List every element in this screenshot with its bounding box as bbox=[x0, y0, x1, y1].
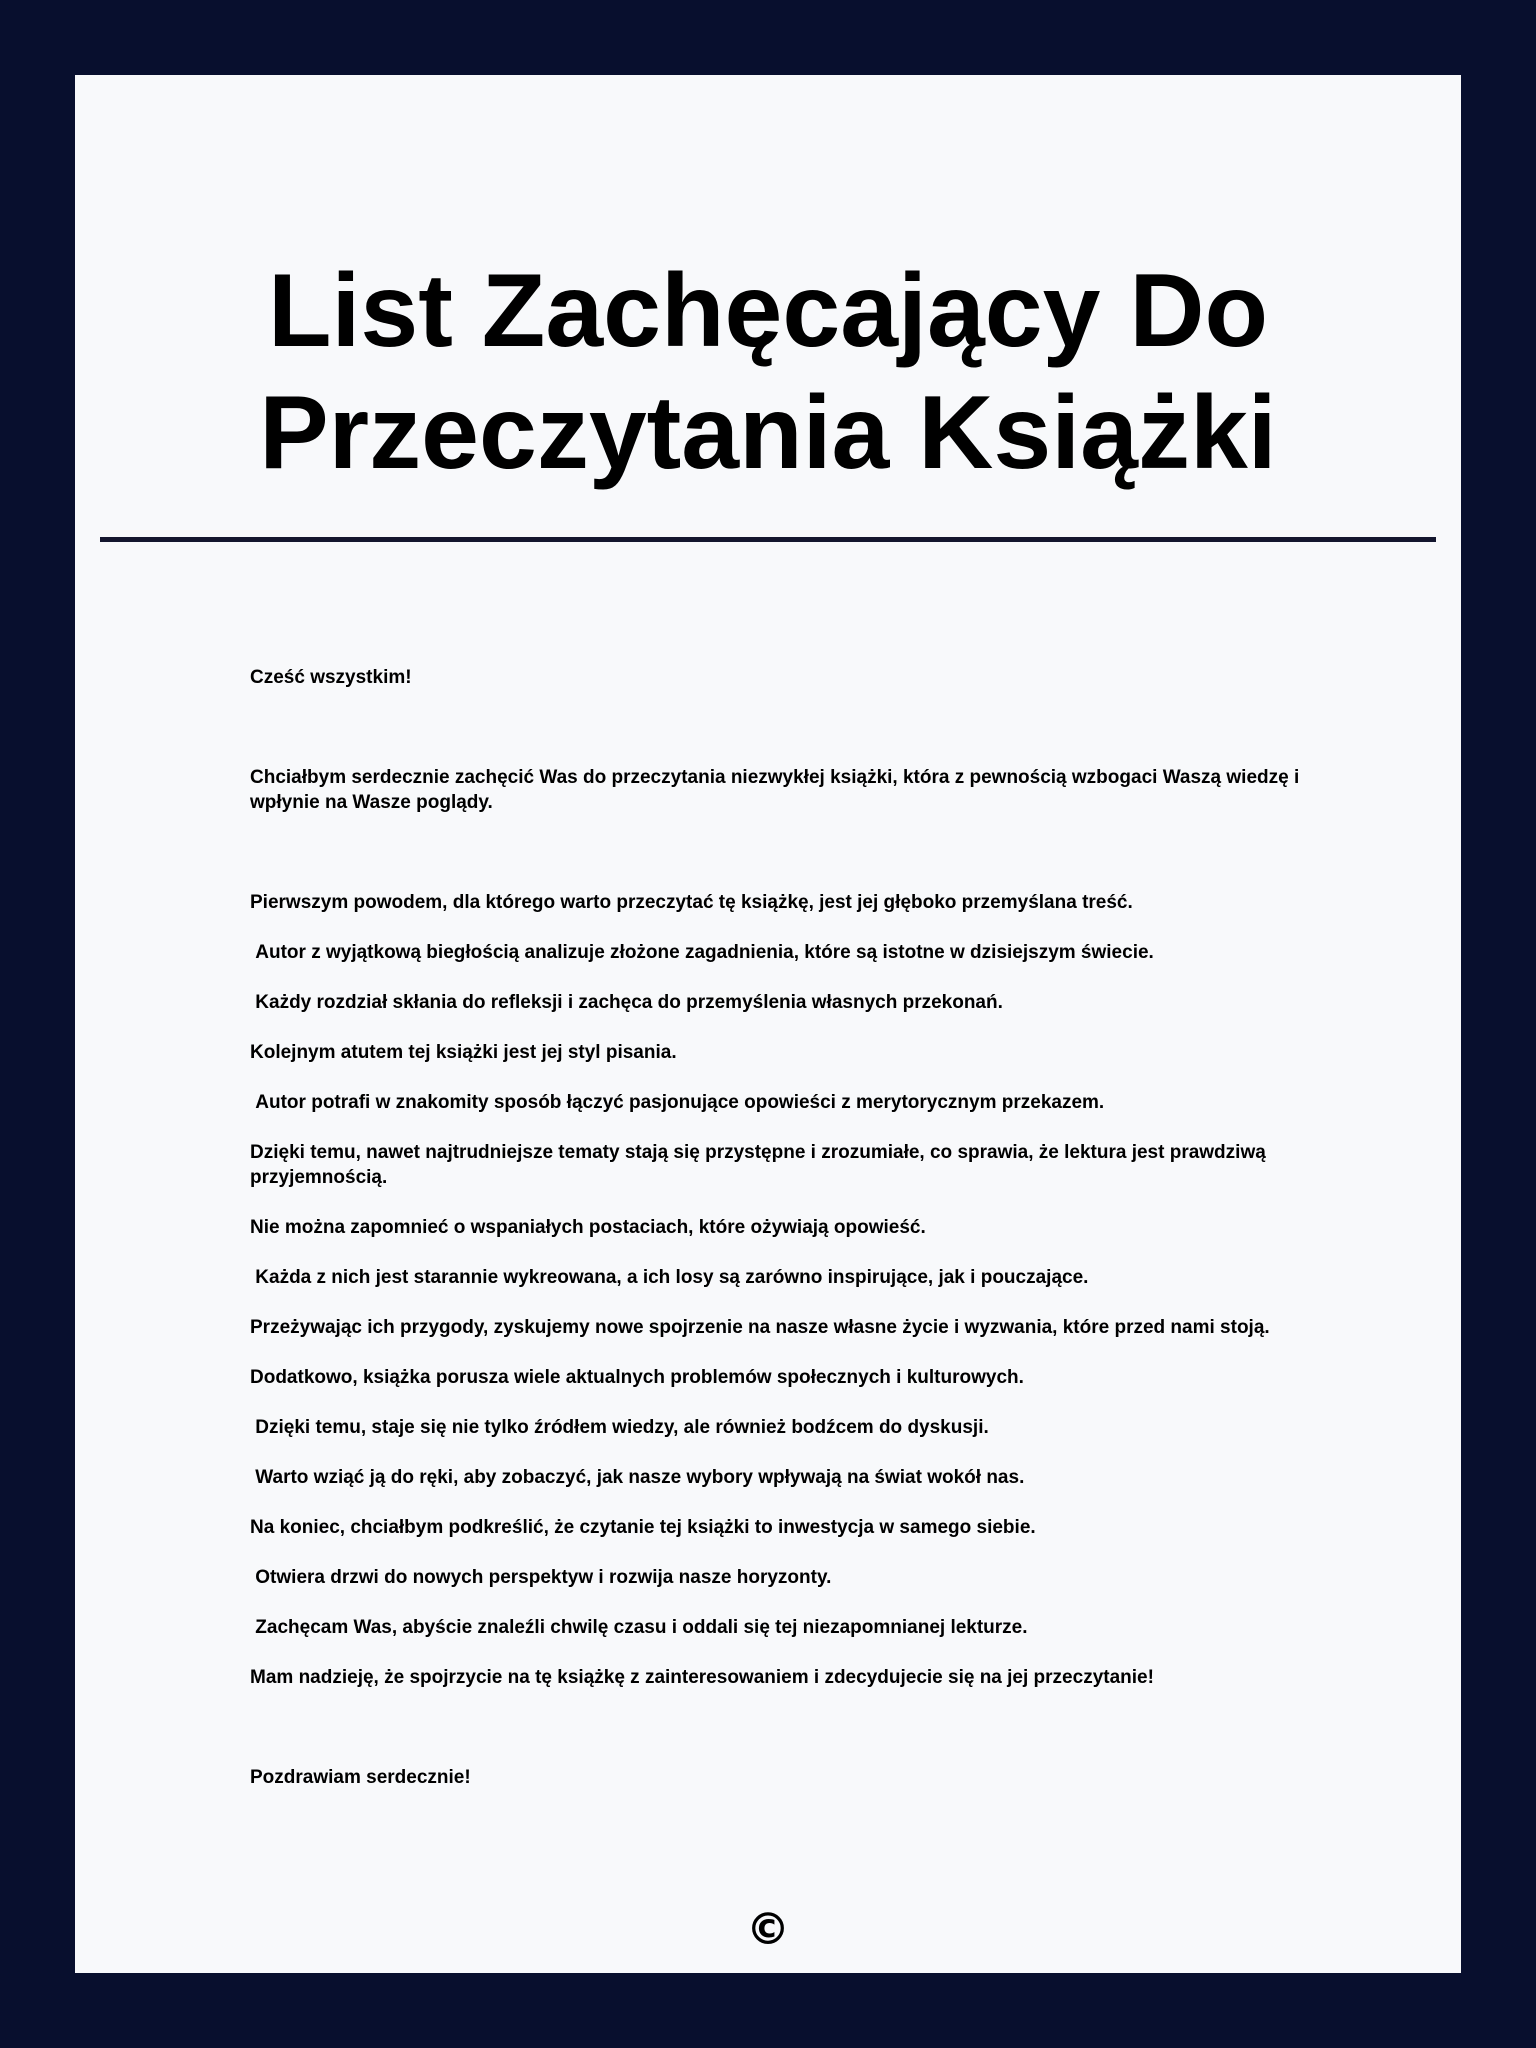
document-title: List Zachęcający Do Przeczytania Książki bbox=[259, 253, 1277, 491]
letter-page bbox=[75, 75, 1461, 1973]
letter-paragraph: Każda z nich jest starannie wykreowana, a ich losy są zarówno inspirujące, jak i pouczające. bbox=[250, 1267, 1089, 1288]
letter-paragraph: Pierwszym powodem, dla którego warto przeczytać tę książkę, jest jej głęboko przemyślana treść. bbox=[250, 892, 1133, 913]
letter-paragraph: Zachęcam Was, abyście znaleźli chwilę czasu i oddali się tej niezapomnianej lekturze. bbox=[250, 1617, 1028, 1638]
letter-paragraph: Dzięki temu, staje się nie tylko źródłem wiedzy, ale również bodźcem do dyskusji. bbox=[250, 1417, 989, 1438]
title-divider bbox=[100, 537, 1436, 542]
letter-paragraph: Otwiera drzwi do nowych perspektyw i rozwija nasze horyzonty. bbox=[250, 1567, 832, 1588]
paragraph-spacer bbox=[250, 715, 1360, 740]
paragraph-spacer bbox=[250, 1715, 1360, 1740]
letter-paragraph: Dodatkowo, książka porusza wiele aktualnych problemów społecznych i kulturowych. bbox=[250, 1367, 1024, 1388]
letter-paragraph: Autor potrafi w znakomity sposób łączyć pasjonujące opowieści z merytorycznym przekazem. bbox=[250, 1092, 1105, 1113]
copyright-icon: © bbox=[746, 1904, 790, 1955]
letter-paragraph: Każdy rozdział skłania do refleksji i zachęca do przemyślenia własnych przekonań. bbox=[250, 992, 1003, 1013]
paragraph-spacer bbox=[250, 840, 1360, 865]
letter-body bbox=[250, 665, 1360, 1815]
letter-paragraph: Kolejnym atutem tej książki jest jej styl pisania. bbox=[250, 1042, 677, 1063]
letter-paragraph: Na koniec, chciałbym podkreślić, że czytanie tej książki to inwestycja w samego siebie. bbox=[250, 1517, 1036, 1538]
letter-paragraph: Autor z wyjątkową biegłością analizuje złożone zagadnienia, które są istotne w dzisiejszym świecie. bbox=[250, 942, 1154, 963]
letter-paragraph: Pozdrawiam serdecznie! bbox=[250, 1767, 471, 1788]
letter-paragraph: Mam nadzieję, że spojrzycie na tę książkę z zainteresowaniem i zdecydujecie się na jej przeczytanie! bbox=[250, 1667, 1154, 1688]
letter-paragraph: Chciałbym serdecznie zachęcić Was do przeczytania niezwykłej książki, która z pewnością wzbogaci Waszą wiedzę i wpłynie na Wasze poglądy. bbox=[250, 767, 1305, 813]
letter-paragraph: Cześć wszystkim! bbox=[250, 667, 412, 688]
letter-paragraph: Warto wziąć ją do ręki, aby zobaczyć, jak nasze wybory wpływają na świat wokół nas. bbox=[250, 1467, 1025, 1488]
letter-paragraph: Nie można zapomnieć o wspaniałych postaciach, które ożywiają opowieść. bbox=[250, 1217, 926, 1238]
letter-paragraph: Dzięki temu, nawet najtrudniejsze tematy stają się przystępne i zrozumiałe, co sprawia, że lektura jest prawdziwą przyjemnością. bbox=[250, 1142, 1272, 1188]
letter-paragraph: Przeżywając ich przygody, zyskujemy nowe spojrzenie na nasze własne życie i wyzwania, które przed nami stoją. bbox=[250, 1317, 1270, 1338]
